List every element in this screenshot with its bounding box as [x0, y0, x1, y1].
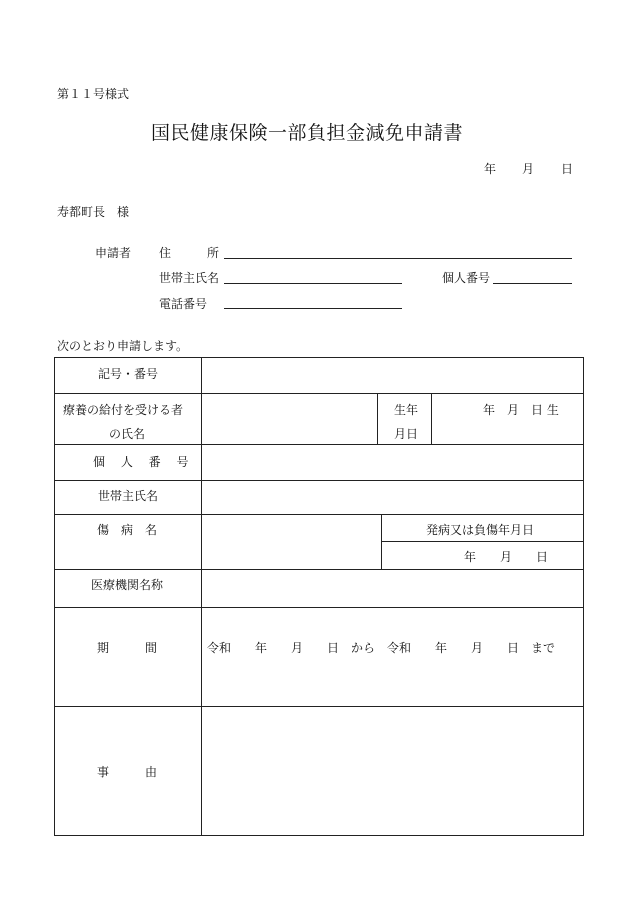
address-field[interactable] — [224, 258, 572, 259]
row-divider — [55, 607, 583, 608]
addressee: 寿都町長 様 — [57, 205, 130, 219]
symbol-number-field[interactable] — [202, 358, 582, 393]
column-divider — [377, 393, 378, 444]
applicant-label: 申請者 — [95, 246, 132, 260]
institution-label: 医療機関名称 — [91, 578, 164, 592]
page-title: 国民健康保険一部負担金減免申請書 — [151, 122, 464, 144]
birth-date-field[interactable]: 年 月 日 生 — [483, 403, 559, 417]
address-label: 住 所 — [159, 246, 220, 260]
intro-text: 次のとおり申請します。 — [57, 339, 189, 353]
illness-field[interactable] — [202, 515, 380, 569]
phone-field[interactable] — [224, 308, 402, 309]
onset-date-field[interactable]: 年 月 日 — [464, 550, 549, 564]
column-divider — [431, 393, 432, 444]
date-month-label: 月 — [522, 162, 535, 176]
personal-number-field[interactable] — [493, 283, 572, 284]
column-divider — [381, 514, 382, 569]
form-number: 第１１号様式 — [57, 87, 130, 101]
phone-label: 電話番号 — [159, 297, 208, 311]
recipient-label-line1: 療養の給付を受ける者 — [63, 403, 184, 417]
recipient-name-field[interactable] — [202, 394, 376, 444]
application-table — [54, 357, 584, 836]
birth-label-line2: 月日 — [394, 427, 419, 441]
period-label: 期 間 — [97, 641, 158, 655]
reason-label: 事 由 — [97, 765, 158, 779]
row-divider — [381, 541, 583, 542]
table-household-head-field[interactable] — [202, 481, 582, 514]
symbol-number-label: 記号・番号 — [98, 367, 159, 381]
date-day-label: 日 — [561, 162, 574, 176]
period-field[interactable]: 令和 年 月 日 から 令和 年 月 日 まで — [207, 641, 556, 655]
table-personal-number-field[interactable] — [202, 445, 582, 480]
table-personal-number-label: 個 人 番 号 — [93, 455, 195, 469]
institution-field[interactable] — [202, 570, 582, 607]
table-household-head-label: 世帯主氏名 — [98, 489, 159, 503]
recipient-label-line2: の氏名 — [109, 427, 146, 441]
onset-label: 発病又は負傷年月日 — [426, 523, 535, 537]
reason-field[interactable] — [202, 707, 582, 835]
illness-label: 傷 病 名 — [97, 523, 158, 537]
date-year-label: 年 — [484, 162, 497, 176]
birth-label-line1: 生年 — [394, 403, 419, 417]
household-head-field[interactable] — [224, 283, 402, 284]
household-head-label: 世帯主氏名 — [159, 271, 220, 285]
personal-number-label: 個人番号 — [442, 271, 491, 285]
